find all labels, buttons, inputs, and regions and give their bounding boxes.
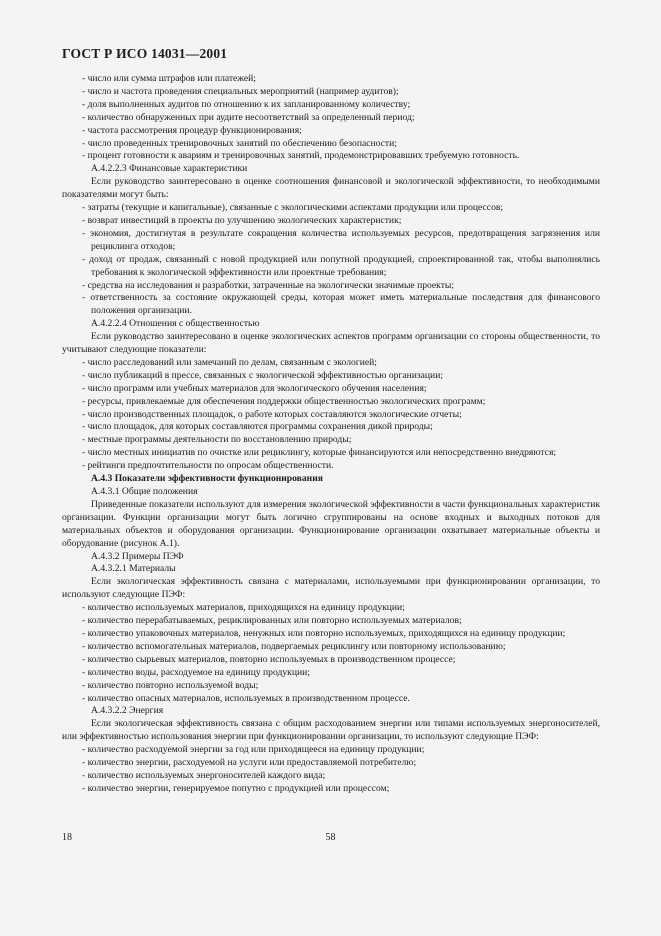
list-item: - число площадок, для которых составляются программы сохранения дикой природы; xyxy=(82,421,433,433)
paragraph: Если руководство заинтересовано в оценке экологических аспектов программ организации со стороны общественности, то учитывают следующие показатели: xyxy=(62,331,600,356)
paragraph: А.4.3 Показатели эффективности функционирования xyxy=(91,473,323,485)
list-item: - процент готовности к авариям и тренировочных занятий, продемонстрировавших требуемую готовность. xyxy=(82,150,520,162)
document-header: ГОСТ Р ИСО 14031—2001 xyxy=(62,46,228,61)
paragraph: А.4.3.2.1 Материалы xyxy=(91,563,176,575)
paragraph: А.4.3.2.2 Энергия xyxy=(91,705,164,717)
paragraph: А.4.3.1 Общие положения xyxy=(91,486,198,497)
paragraph: Если руководство заинтересовано в оценке соотношения финансовой и экологической эффективности, то необходимыми показателями могут быть: xyxy=(62,176,600,201)
list-item: - ресурсы, привлекаемые для обеспечения поддержки общественностью экологических программ; xyxy=(82,395,486,407)
list-item: - доля выполненных аудитов по отношению к их запланированному количеству; xyxy=(82,98,411,110)
list-item: - число или сумма штрафов или платежей; xyxy=(82,73,256,84)
page-number-left: 18 xyxy=(62,832,72,843)
list-item: - количество используемых энергоносителей каждого вида; xyxy=(82,769,326,781)
list-item: - число производственных площадок, о работе которых составляются экологические отчеты; xyxy=(82,408,462,420)
list-item: - рейтинги предпочтительности по опросам общественности. xyxy=(82,460,334,472)
paragraph: А.4.2.2.3 Финансовые характеристики xyxy=(91,163,248,175)
list-item: - количество повторно используемой воды; xyxy=(82,679,259,691)
document-body xyxy=(62,73,600,796)
list-item: - возврат инвестиций в проекты по улучшению экологических характеристик; xyxy=(82,214,402,226)
list-item: - количество энергии, генерируемое попутно с продукцией или процессом; xyxy=(82,782,390,794)
paragraph: А.4.2.2.4 Отношения с общественностью xyxy=(91,318,260,330)
paragraph: Приведенные показатели используют для измерения экологической эффективности в части функциональных характеристик организации. Функции организации могут быть логично сгруппированы на основе входных и выходных потоков для материальных объектов и оборудования организации. Функционирование организации охватывает материальные объекты и оборудование (рисунок А.1). xyxy=(62,498,600,549)
list-item: - затраты (текущие и капитальные), связанные с экологическими аспектами продукции или процессов; xyxy=(82,202,504,214)
paragraph: А.4.3.2 Примеры ПЭФ xyxy=(91,550,184,562)
list-item: - число публикаций в прессе, связанных с экологической эффективностью организации; xyxy=(82,369,443,381)
list-item: - количество сырьевых материалов, повторно используемых в производственном процессе; xyxy=(82,653,456,665)
list-item: - число проведенных тренировочных занятий по обеспечению безопасности; xyxy=(82,137,397,149)
list-item: - местные программы деятельности по восстановлению природы; xyxy=(82,434,352,446)
list-item: - количество упаковочных материалов, ненужных или повторно используемых, приходящихся на единицу продукции; xyxy=(82,627,566,639)
list-item: - количество опасных материалов, используемых в производственном процессе. xyxy=(82,692,410,704)
list-item: - количество расходуемой энергии за год или приходящееся на единицу продукции; xyxy=(82,744,425,756)
list-item: - количество вспомогательных материалов, подвергаемых рециклингу или повторному использованию; xyxy=(82,640,506,652)
list-item: - число расследований или замечаний по делам, связанным с экологией; xyxy=(82,356,377,368)
paragraph: Если экологическая эффективность связана с материалами, используемыми при функционировании организации, то используют следующие ПЭФ: xyxy=(62,576,600,601)
list-item: - количество энергии, расходуемой на услуги или предоставляемой потребителю; xyxy=(82,757,417,769)
list-item: - число программ или учебных материалов для экологического обучения населения; xyxy=(82,382,427,394)
list-item: - количество используемых материалов, приходящихся на единицу продукции; xyxy=(82,602,405,614)
page-number-center: 58 xyxy=(325,832,336,843)
list-item: - экономия, достигнутая в результате сокращения количества используемых ресурсов, предотвращения загрязнения или рециклинга отходов; xyxy=(82,227,600,252)
list-item: - число и частота проведения специальных мероприятий (например аудитов); xyxy=(82,85,399,97)
list-item: - количество обнаруженных при аудите несоответствий за определенный период; xyxy=(82,111,415,123)
list-item: - ответственность за состояние окружающей среды, которая может иметь материальные последствия для финансового положения организации. xyxy=(82,292,600,317)
paragraph: Если экологическая эффективность связана с общим расходованием энергии или типами используемых энергоносителей, или эффективностью использования энергии при функционировании организации, то используют следующие ПЭФ: xyxy=(62,718,600,743)
list-item: - частота рассмотрения процедур функционирования; xyxy=(82,124,302,136)
list-item: - доход от продаж, связанный с новой продукцией или попутной продукцией, спроектированной так, чтобы выполнялись требования к экологической эффективности или проектные требования; xyxy=(82,253,600,278)
list-item: - средства на исследования и разработки, затраченные на экологически значимые проекты; xyxy=(82,279,455,291)
list-item: - количество перерабатываемых, рециклированных или повторно используемых материалов; xyxy=(82,615,462,627)
list-item: - число местных инициатив по очистке или рециклингу, которые финансируются или непосредственно внедряются; xyxy=(82,447,557,459)
list-item: - количество воды, расходуемое на единицу продукции; xyxy=(82,666,310,678)
